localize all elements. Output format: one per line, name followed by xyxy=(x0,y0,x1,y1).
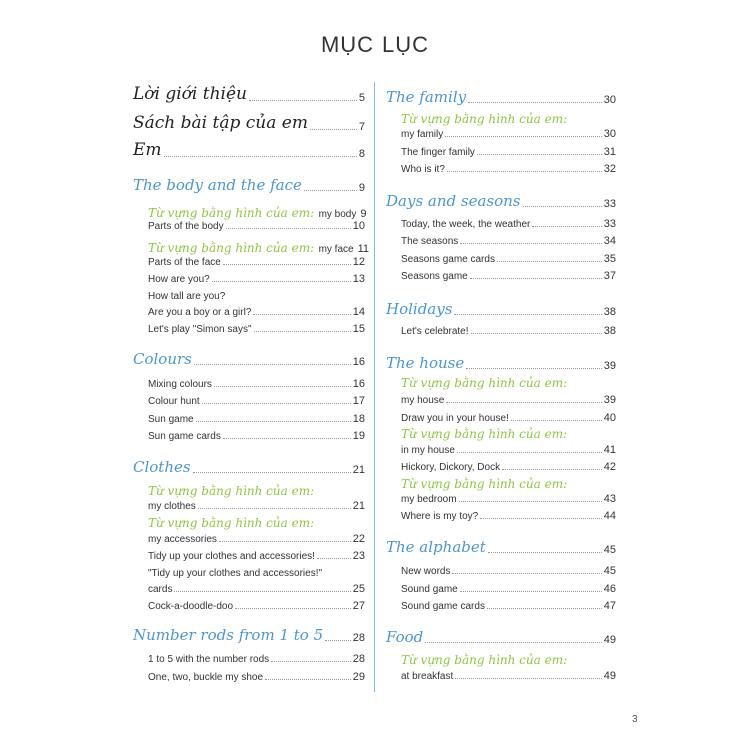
toc-entry-my-house[interactable]: my house 39 xyxy=(401,394,616,406)
toc-entry-vocab-face[interactable]: Từ vựng bằng hình của em: my face 11 xyxy=(148,241,370,255)
chapter-days-seasons[interactable]: Days and seasons 33 xyxy=(386,192,616,210)
toc-entry-tidy-cards-line1[interactable]: "Tidy up your clothes and accessories!" xyxy=(148,568,323,579)
toc-entry-vocab-food[interactable]: Từ vựng bằng hình của em: xyxy=(401,653,568,667)
chapter-number-rods[interactable]: Number rods from 1 to 5 28 xyxy=(133,626,365,644)
toc-entry-with-rods[interactable]: 1 to 5 with the number rods 28 xyxy=(148,653,365,665)
toc-entry-hunt[interactable]: Colour hunt 17 xyxy=(148,395,365,407)
toc-entry-draw[interactable]: Draw you in your house! 40 xyxy=(401,412,616,424)
toc-entry-seasons-cards[interactable]: Seasons game cards 35 xyxy=(401,253,616,265)
toc-entry-bedroom[interactable]: my bedroom 43 xyxy=(401,493,616,505)
toc-entry-today[interactable]: Today, the week, the weather 33 xyxy=(401,218,616,230)
toc-entry-mixing[interactable]: Mixing colours 16 xyxy=(148,378,365,390)
toc-entry-toy[interactable]: Where is my toy? 44 xyxy=(401,510,616,522)
toc-entry-vocab-accessories[interactable]: Từ vựng bằng hình của em: xyxy=(148,516,315,530)
toc-entry-finger[interactable]: The finger family 31 xyxy=(401,146,616,158)
toc-entry-tidy-cards[interactable]: cards 25 xyxy=(148,583,365,595)
toc-entry-cock[interactable]: Cock-a-doodle-doo 27 xyxy=(148,600,365,612)
toc-entry-how-are-you[interactable]: How are you? 13 xyxy=(148,273,365,285)
chapter-food[interactable]: Food 49 xyxy=(386,628,616,646)
toc-entry-my-clothes[interactable]: my clothes 21 xyxy=(148,500,365,512)
toc-entry-seasons[interactable]: The seasons 34 xyxy=(401,235,616,247)
chapter-alphabet[interactable]: The alphabet 45 xyxy=(386,538,616,556)
toc-entry-simon[interactable]: Let's play "Simon says" 15 xyxy=(148,323,365,335)
toc-entry-my-family[interactable]: my family 30 xyxy=(401,128,616,140)
chapter-body-face[interactable]: The body and the face 9 xyxy=(133,176,365,194)
toc-entry-vocab-clothes[interactable]: Từ vựng bằng hình của em: xyxy=(148,484,315,498)
toc-entry-intro[interactable]: Lời giới thiệu 5 xyxy=(133,84,365,104)
toc-entry-celebrate[interactable]: Let's celebrate! 38 xyxy=(401,325,616,337)
toc-entry-in-my-house[interactable]: in my house 41 xyxy=(401,444,616,456)
toc-entry-new-words[interactable]: New words 45 xyxy=(401,565,616,577)
toc-entry-tidy[interactable]: Tidy up your clothes and accessories! 23 xyxy=(148,550,365,562)
toc-entry-who[interactable]: Who is it? 32 xyxy=(401,163,616,175)
page-number: 3 xyxy=(632,714,638,725)
toc-entry-hickory[interactable]: Hickory, Dickory, Dock 42 xyxy=(401,461,616,473)
toc-entry-vocab-in-house[interactable]: Từ vựng bằng hình của em: xyxy=(401,427,568,441)
chapter-colours[interactable]: Colours 16 xyxy=(133,350,365,368)
chapter-family[interactable]: The family 30 xyxy=(386,88,616,106)
page-title: MỤC LỤC xyxy=(320,32,430,57)
toc-entry-vocab-house[interactable]: Từ vựng bằng hình của em: xyxy=(401,376,568,390)
toc-entry-vocab-bedroom[interactable]: Từ vựng bằng hình của em: xyxy=(401,477,568,491)
toc-entry-vocab-body[interactable]: Từ vựng bằng hình của em: my body 9 xyxy=(148,206,367,220)
toc-entry-workbook[interactable]: Sách bài tập của em 7 xyxy=(133,113,365,133)
toc-entry-parts-face[interactable]: Parts of the face 12 xyxy=(148,256,365,268)
toc-entry-sound-cards[interactable]: Sound game cards 47 xyxy=(401,600,616,612)
toc-entry-how-tall[interactable]: How tall are you? xyxy=(148,291,226,302)
toc-entry-seasons-game[interactable]: Seasons game 37 xyxy=(401,270,616,282)
toc-entry-buckle[interactable]: One, two, buckle my shoe 29 xyxy=(148,671,365,683)
chapter-clothes[interactable]: Clothes 21 xyxy=(133,458,365,476)
toc-entry-sound-game[interactable]: Sound game 46 xyxy=(401,583,616,595)
toc-entry-sun-game[interactable]: Sun game 18 xyxy=(148,413,365,425)
toc-entry-em[interactable]: Em 8 xyxy=(133,140,365,160)
chapter-holidays[interactable]: Holidays 38 xyxy=(386,300,616,318)
column-divider xyxy=(374,82,375,692)
toc-entry-sun-cards[interactable]: Sun game cards 19 xyxy=(148,430,365,442)
toc-entry-parts-body[interactable]: Parts of the body 10 xyxy=(148,220,365,232)
toc-entry-boy-girl[interactable]: Are you a boy or a girl? 14 xyxy=(148,306,365,318)
toc-entry-my-accessories[interactable]: my accessories 22 xyxy=(148,533,365,545)
toc-entry-vocab-family[interactable]: Từ vựng bằng hình của em: xyxy=(401,112,568,126)
chapter-house[interactable]: The house 39 xyxy=(386,354,616,372)
toc-entry-breakfast[interactable]: at breakfast 49 xyxy=(401,670,616,682)
